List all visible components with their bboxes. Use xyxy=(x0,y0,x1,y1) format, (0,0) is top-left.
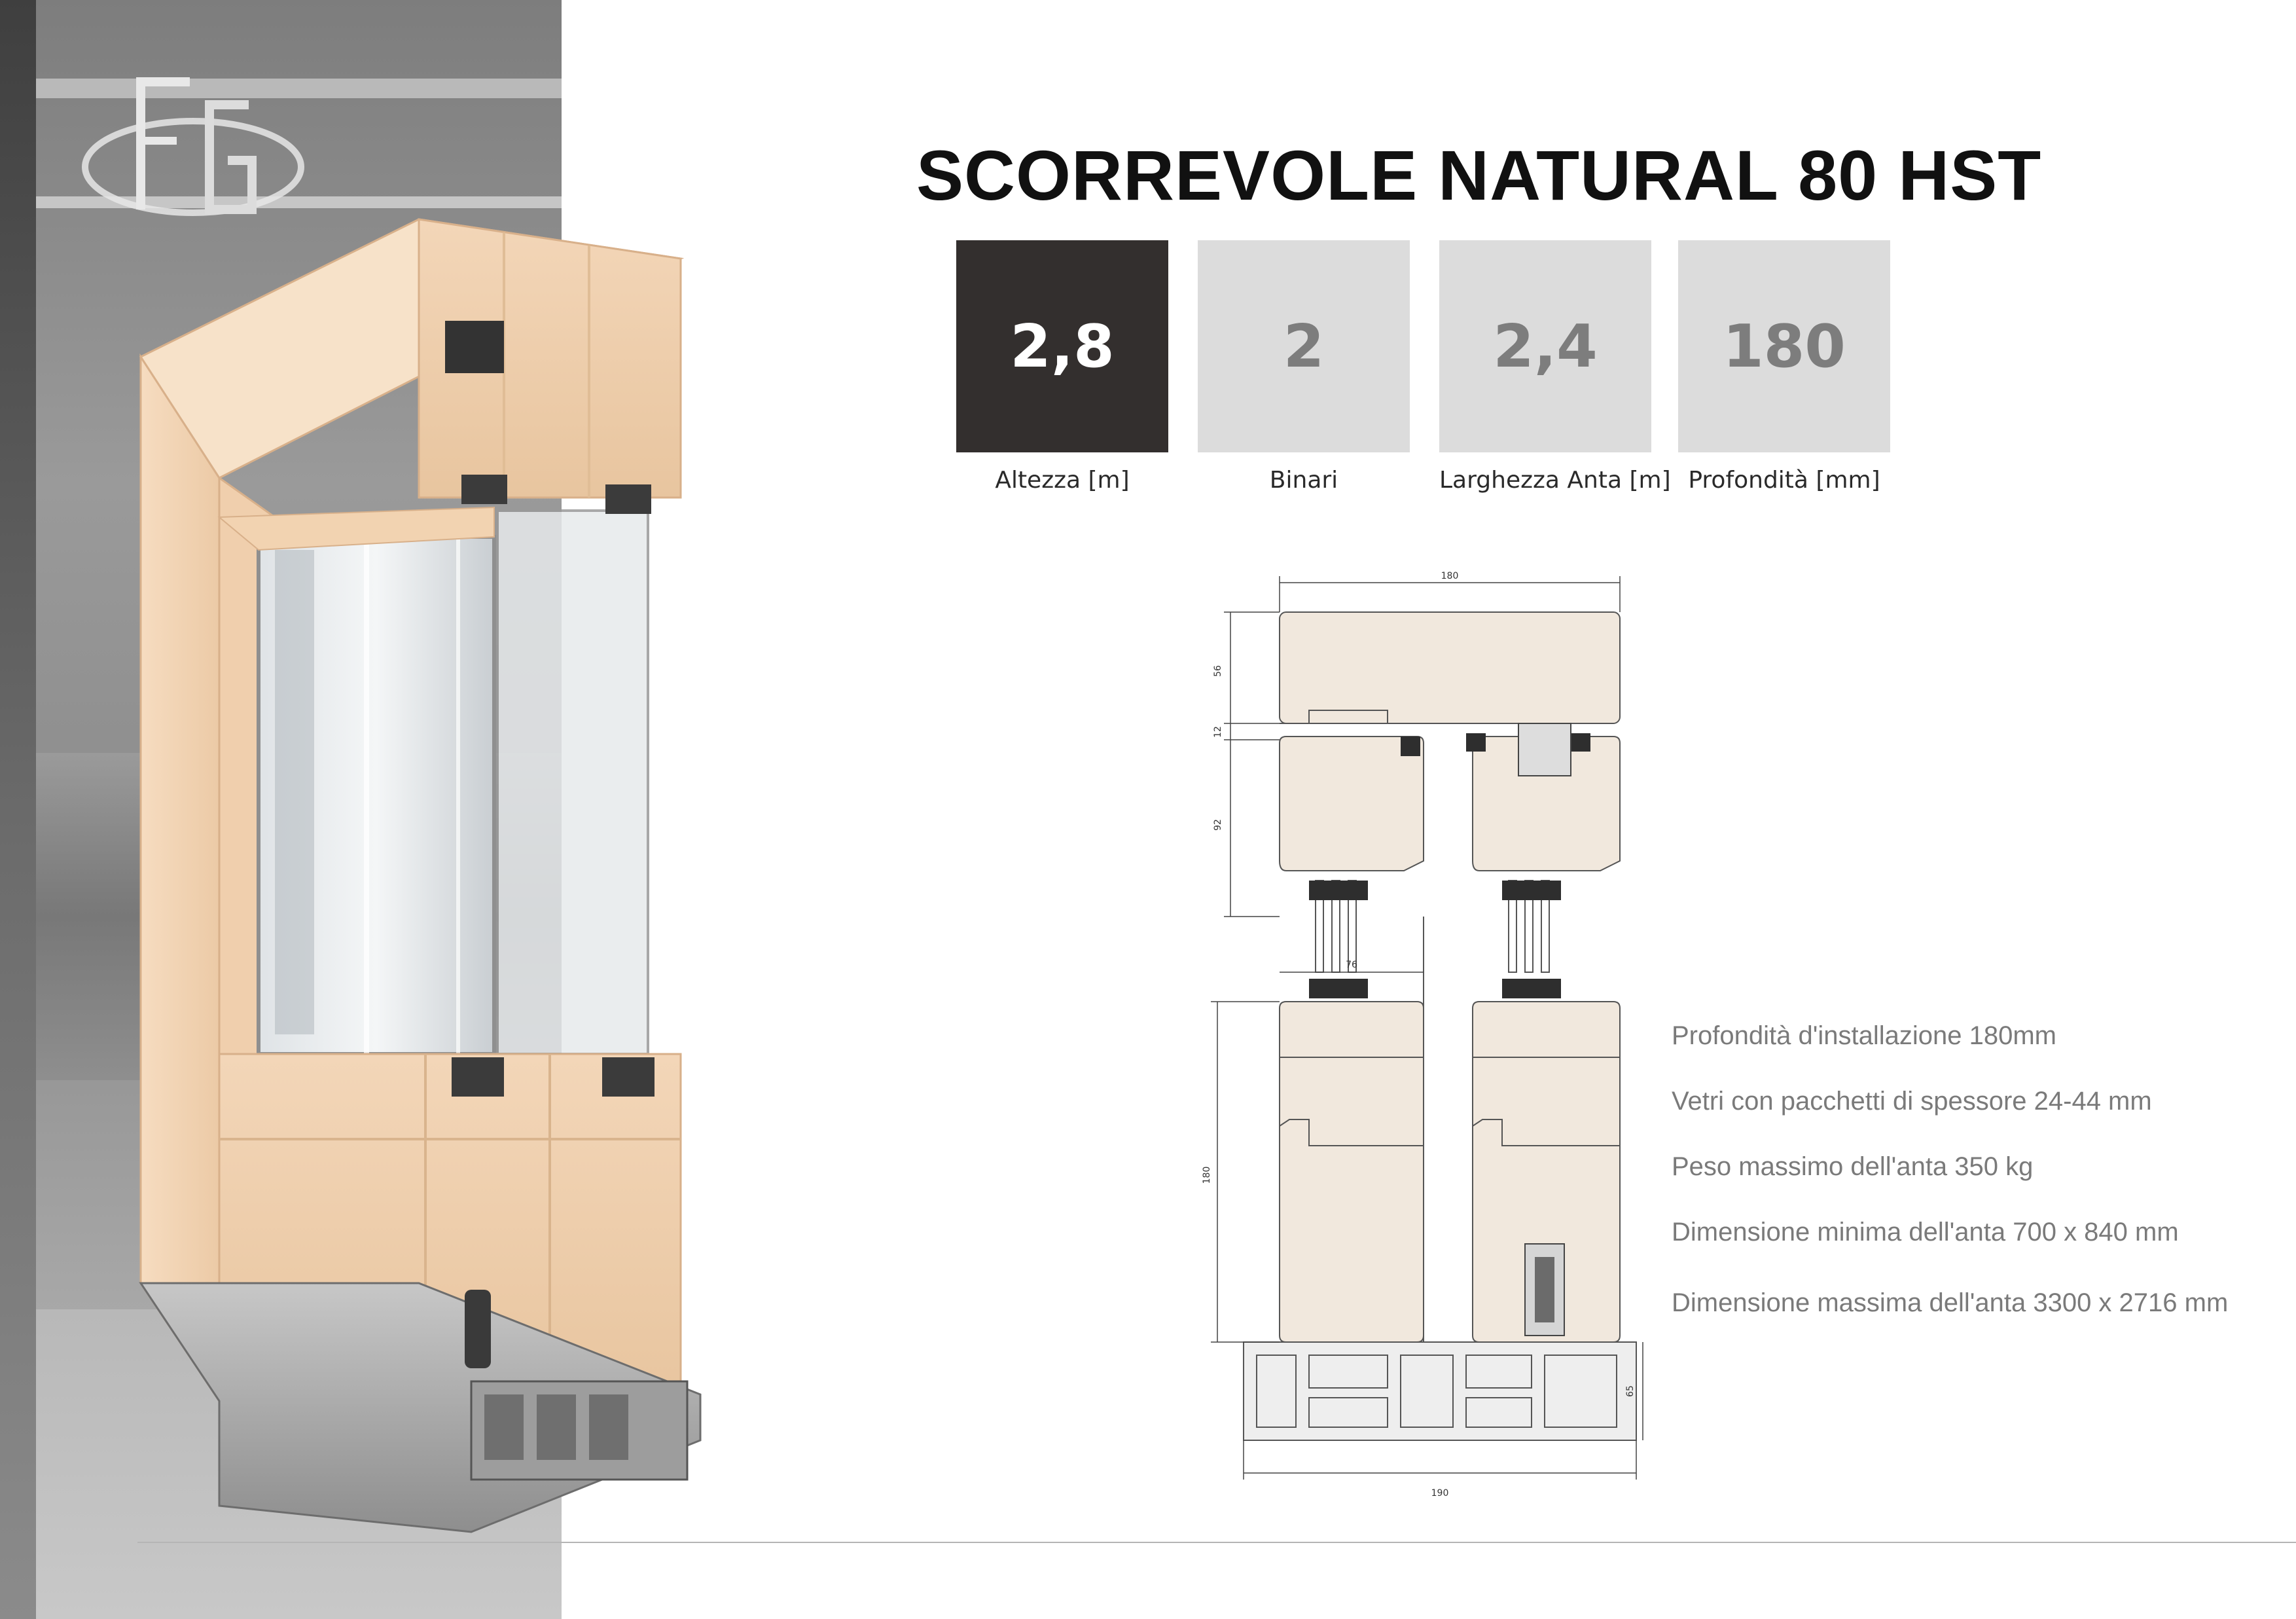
spec-depth-label: Profondità [mm] xyxy=(1688,467,1880,494)
spec-sash-width-value: 2,4 xyxy=(1439,240,1651,452)
spec-height-value: 2,8 xyxy=(956,240,1168,452)
dim-bottom-label: 190 xyxy=(1431,1488,1449,1499)
spec-height xyxy=(956,240,1168,494)
window-section-illustration xyxy=(0,0,720,1571)
spec-depth-value: 180 xyxy=(1678,240,1890,452)
feature-item: Dimensione minima dell'anta 700 x 840 mm xyxy=(1672,1218,2179,1246)
dim-56-label: 56 xyxy=(1213,665,1223,677)
logo-icon xyxy=(79,59,314,229)
dim-top-label: 180 xyxy=(1441,571,1459,581)
dim-65-label: 65 xyxy=(1625,1385,1636,1397)
feature-item: Vetri con pacchetti di spessore 24-44 mm xyxy=(1672,1087,2152,1116)
feature-item: Peso massimo dell'anta 350 kg xyxy=(1672,1152,2034,1181)
spec-tracks-label: Binari xyxy=(1269,467,1338,494)
page-title: SCORREVOLE NATURAL 80 HST xyxy=(916,136,2042,215)
spec-tracks xyxy=(1198,240,1410,494)
brand-logo xyxy=(79,59,314,229)
footer-divider xyxy=(137,1542,2296,1543)
dim-76-label: 76 xyxy=(1346,960,1357,970)
spec-sash-width-label: Larghezza Anta [m] xyxy=(1439,467,1671,494)
spec-sash-width xyxy=(1439,240,1671,494)
spec-height-label: Altezza [m] xyxy=(995,467,1130,494)
spec-depth xyxy=(1678,240,1890,494)
feature-item: Dimensione massima dell'anta 3300 x 2716 mm xyxy=(1672,1288,2229,1317)
dim-12-label: 12 xyxy=(1213,726,1223,738)
feature-item: Profondità d'installazione 180mm xyxy=(1672,1021,2056,1050)
spec-tracks-value: 2 xyxy=(1198,240,1410,452)
dim-180-side-label: 180 xyxy=(1202,1166,1212,1184)
technical-section-drawing xyxy=(1204,563,1662,1519)
dim-92-label: 92 xyxy=(1213,819,1223,831)
